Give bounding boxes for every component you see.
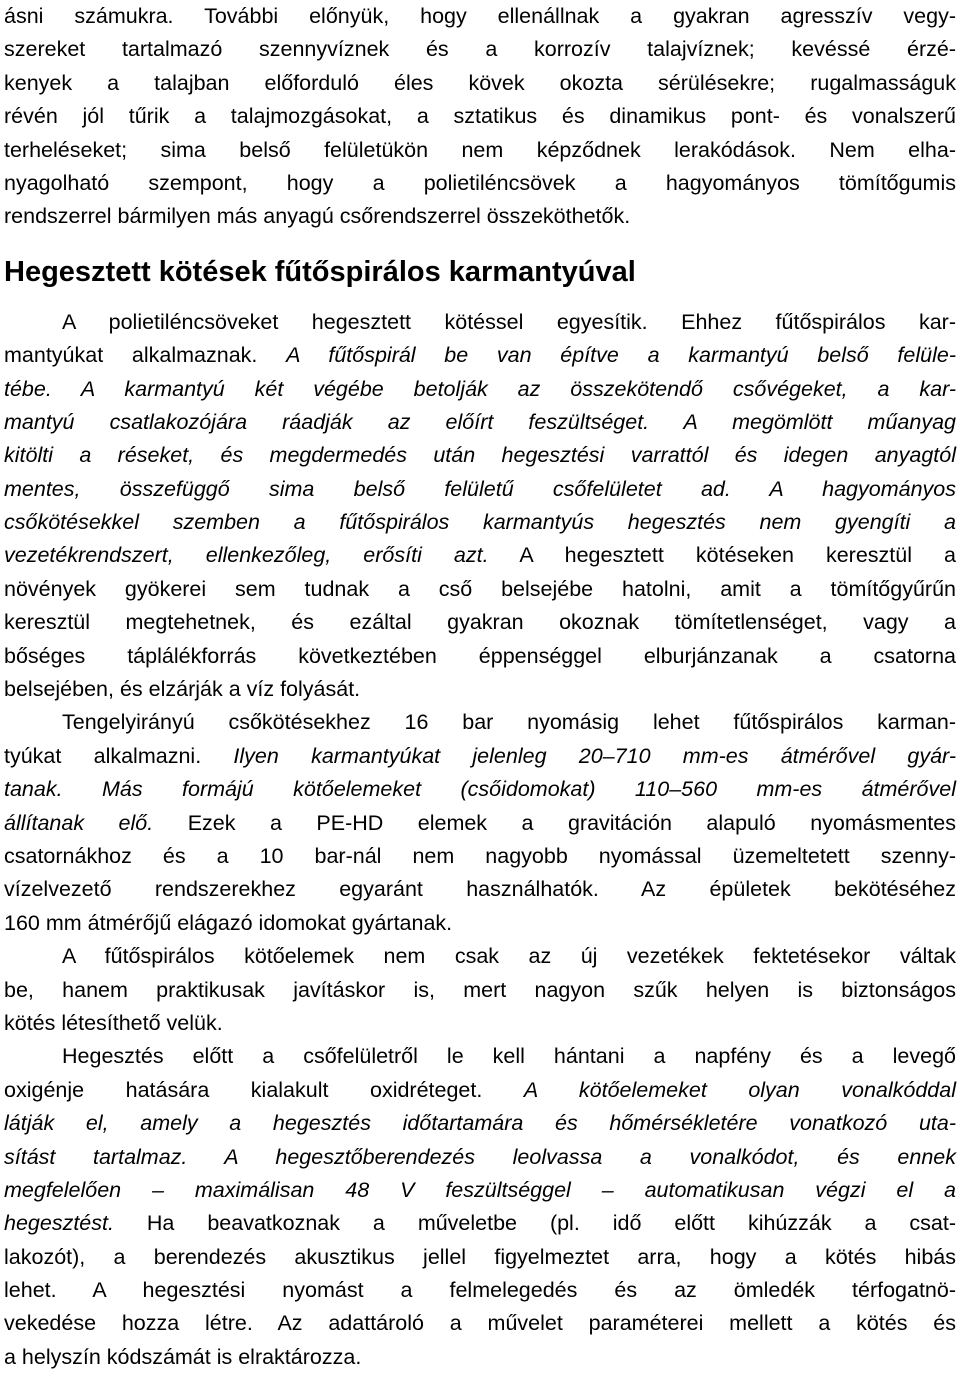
paragraph-4 [4,940,956,1040]
italic-text: hegesztést. [4,1211,114,1236]
text-run: csatornákhoz és a 10 bar-nál nem nagyobb nyomással üzemeltetett szenny- [4,843,956,868]
text-line [4,606,956,639]
text-run: a helyszín kódszámát is elraktározza. [4,1344,362,1369]
text-line [4,873,956,906]
text-line [4,840,956,873]
text-line [4,167,956,200]
text-line [4,807,956,840]
text-run: Ha beavatkoznak a műveletbe (pl. idő előtt kihúzzák a csat- [113,1211,956,1236]
text-line [4,439,956,472]
text-line [4,1074,956,1107]
text-line [4,406,956,439]
text-run: révén jól tűrik a talajmozgásokat, a sztatikus és dinamikus pont- és vonalszerű [4,104,956,129]
italic-text: csőkötésekkel szemben a fűtőspirálos karmantyús hegesztés nem gyengíti a [4,510,956,535]
italic-text: A kötőelemeket olyan vonalkóddal [523,1077,956,1102]
text-run: tyúkat alkalmazni. [4,743,234,768]
text-run: 160 mm átmérőjű elágazó idomokat gyártanak. [4,910,453,935]
italic-text: mantyú csatlakozójára ráadják az előírt feszültséget. A megömlött műanyag [4,409,956,434]
text-line [4,907,956,940]
text-run: vekedése hozza létre. Az adattároló a művelet paraméterei mellett a kötés és [4,1311,956,1336]
text-run: lakozót), a berendezés akusztikus jellel figyelmeztet arra, hogy a kötés hibás [4,1244,956,1269]
document-page [4,0,956,1374]
italic-text: sítást tartalmaz. A hegesztőberendezés leolvassa a vonalkódot, és ennek [4,1144,956,1169]
paragraph-3 [4,706,956,940]
paragraph-5 [4,1040,956,1374]
text-run: keresztül megtehetnek, és ezáltal gyakran okoznak tömítetlenséget, vagy a [4,610,956,635]
text-run: szereket tartalmazó szennyvíznek és a korrozív talajvíznek; kevéssé érzé- [4,37,956,62]
text-line [4,1207,956,1240]
text-run: oxigénje hatására kialakult oxidréteget. [4,1077,524,1102]
text-run: mantyúkat alkalmaznak. [4,343,287,368]
italic-text: A fűtőspirál be van építve a karmantyú belső felüle- [286,343,956,368]
text-line [4,67,956,100]
text-line [4,0,956,33]
text-line [4,974,956,1007]
text-line [4,134,956,167]
text-line [4,1174,956,1207]
text-run: Hegesztés előtt a csőfelületről le kell hántani a napfény és a levegő [62,1044,956,1069]
text-line [4,339,956,372]
text-run: kötés létesíthető velük. [4,1010,223,1035]
text-line [4,306,956,339]
text-line [4,33,956,66]
text-run: terheléseket; sima belső felületükön nem képződnek lerakódások. Nem elha- [4,137,956,162]
italic-text: látják el, amely a hegesztés időtartamára és hőmérsékletére vonatkozó uta- [4,1111,956,1136]
text-line [4,473,956,506]
text-run: A hegesztett kötéseken keresztül a [488,543,956,568]
text-line [4,773,956,806]
text-run: vízelvezető rendszerekhez egyaránt használhatók. Az épületek bekötéséhez [4,877,956,902]
text-line [4,1141,956,1174]
text-line [4,1107,956,1140]
text-line [4,573,956,606]
text-line [4,706,956,739]
italic-text: mentes, összefüggő sima belső felületű csőfelületet ad. A hagyományos [4,476,956,501]
italic-text: tanak. Más formájú kötőelemeket (csőidomokat) 110–560 mm-es átmérővel [4,777,956,802]
italic-text: tébe. A karmantyú két végébe betolják az összekötendő csővégeket, a kar- [4,376,956,401]
text-run: rendszerrel bármilyen más anyagú csőrendszerrel összeköthetők. [4,204,631,229]
italic-text: megfelelően – maximálisan 48 V feszültséggel – automatikusan végzi el a [4,1177,956,1202]
text-line [4,940,956,973]
text-line [4,1040,956,1073]
italic-text: vezetékrendszert, ellenkezőleg, erősíti azt. [4,543,489,568]
text-line [4,1307,956,1340]
text-run: Ezek a PE-HD elemek a gravitáción alapuló nyomásmentes [153,810,956,835]
text-line [4,100,956,133]
text-line [4,1241,956,1274]
paragraph-2 [4,306,956,707]
italic-text: Ilyen karmantyúkat jelenleg 20–710 mm-es átmérővel gyár- [233,743,956,768]
text-run: ásni számukra. További előnyük, hogy ellenállnak a gyakran agresszív vegy- [4,4,956,28]
text-line [4,200,956,233]
text-line [4,673,956,706]
text-run: lehet. A hegesztési nyomást a felmelegedés és az ömledék térfogatnö- [4,1278,956,1303]
italic-text: állítanak elő. [4,810,154,835]
text-run: Tengelyirányú csőkötésekhez 16 bar nyomásig lehet fűtőspirálos karman- [62,710,956,735]
text-line [4,506,956,539]
text-run: kenyek a talajban előforduló éles kövek okozta sérülésekre; rugalmasságuk [4,70,956,95]
text-run: belsejében, és elzárják a víz folyását. [4,677,361,702]
text-line [4,740,956,773]
text-run: bőséges táplálékforrás következtében éppenséggel elburjánzanak a csatorna [4,643,956,668]
section-heading: Hegesztett kötések fűtőspirálos karmantyúval [4,255,636,288]
text-run: be, hanem praktikusak javításkor is, mert nagyon szűk helyen is biztonságos [4,977,956,1002]
text-run: nyagolható szempont, hogy a polietiléncsövek a hagyományos tömítőgumis [4,170,956,195]
text-line [4,539,956,572]
paragraph-1 [4,0,956,234]
italic-text: kitölti a réseket, és megdermedés után hegesztési varrattól és idegen anyagtól [4,443,956,468]
text-run: A polietiléncsöveket hegesztett kötéssel egyesítik. Ehhez fűtőspirálos kar- [62,309,956,334]
text-line [4,640,956,673]
text-line [4,1341,956,1374]
text-line [4,1274,956,1307]
text-line [4,1007,956,1040]
text-line [4,373,956,406]
text-run: növények gyökerei sem tudnak a cső belsejébe hatolni, amit a tömítőgyűrűn [4,576,956,601]
text-run: A fűtőspirálos kötőelemek nem csak az új vezetékek fektetésekor váltak [62,944,956,969]
